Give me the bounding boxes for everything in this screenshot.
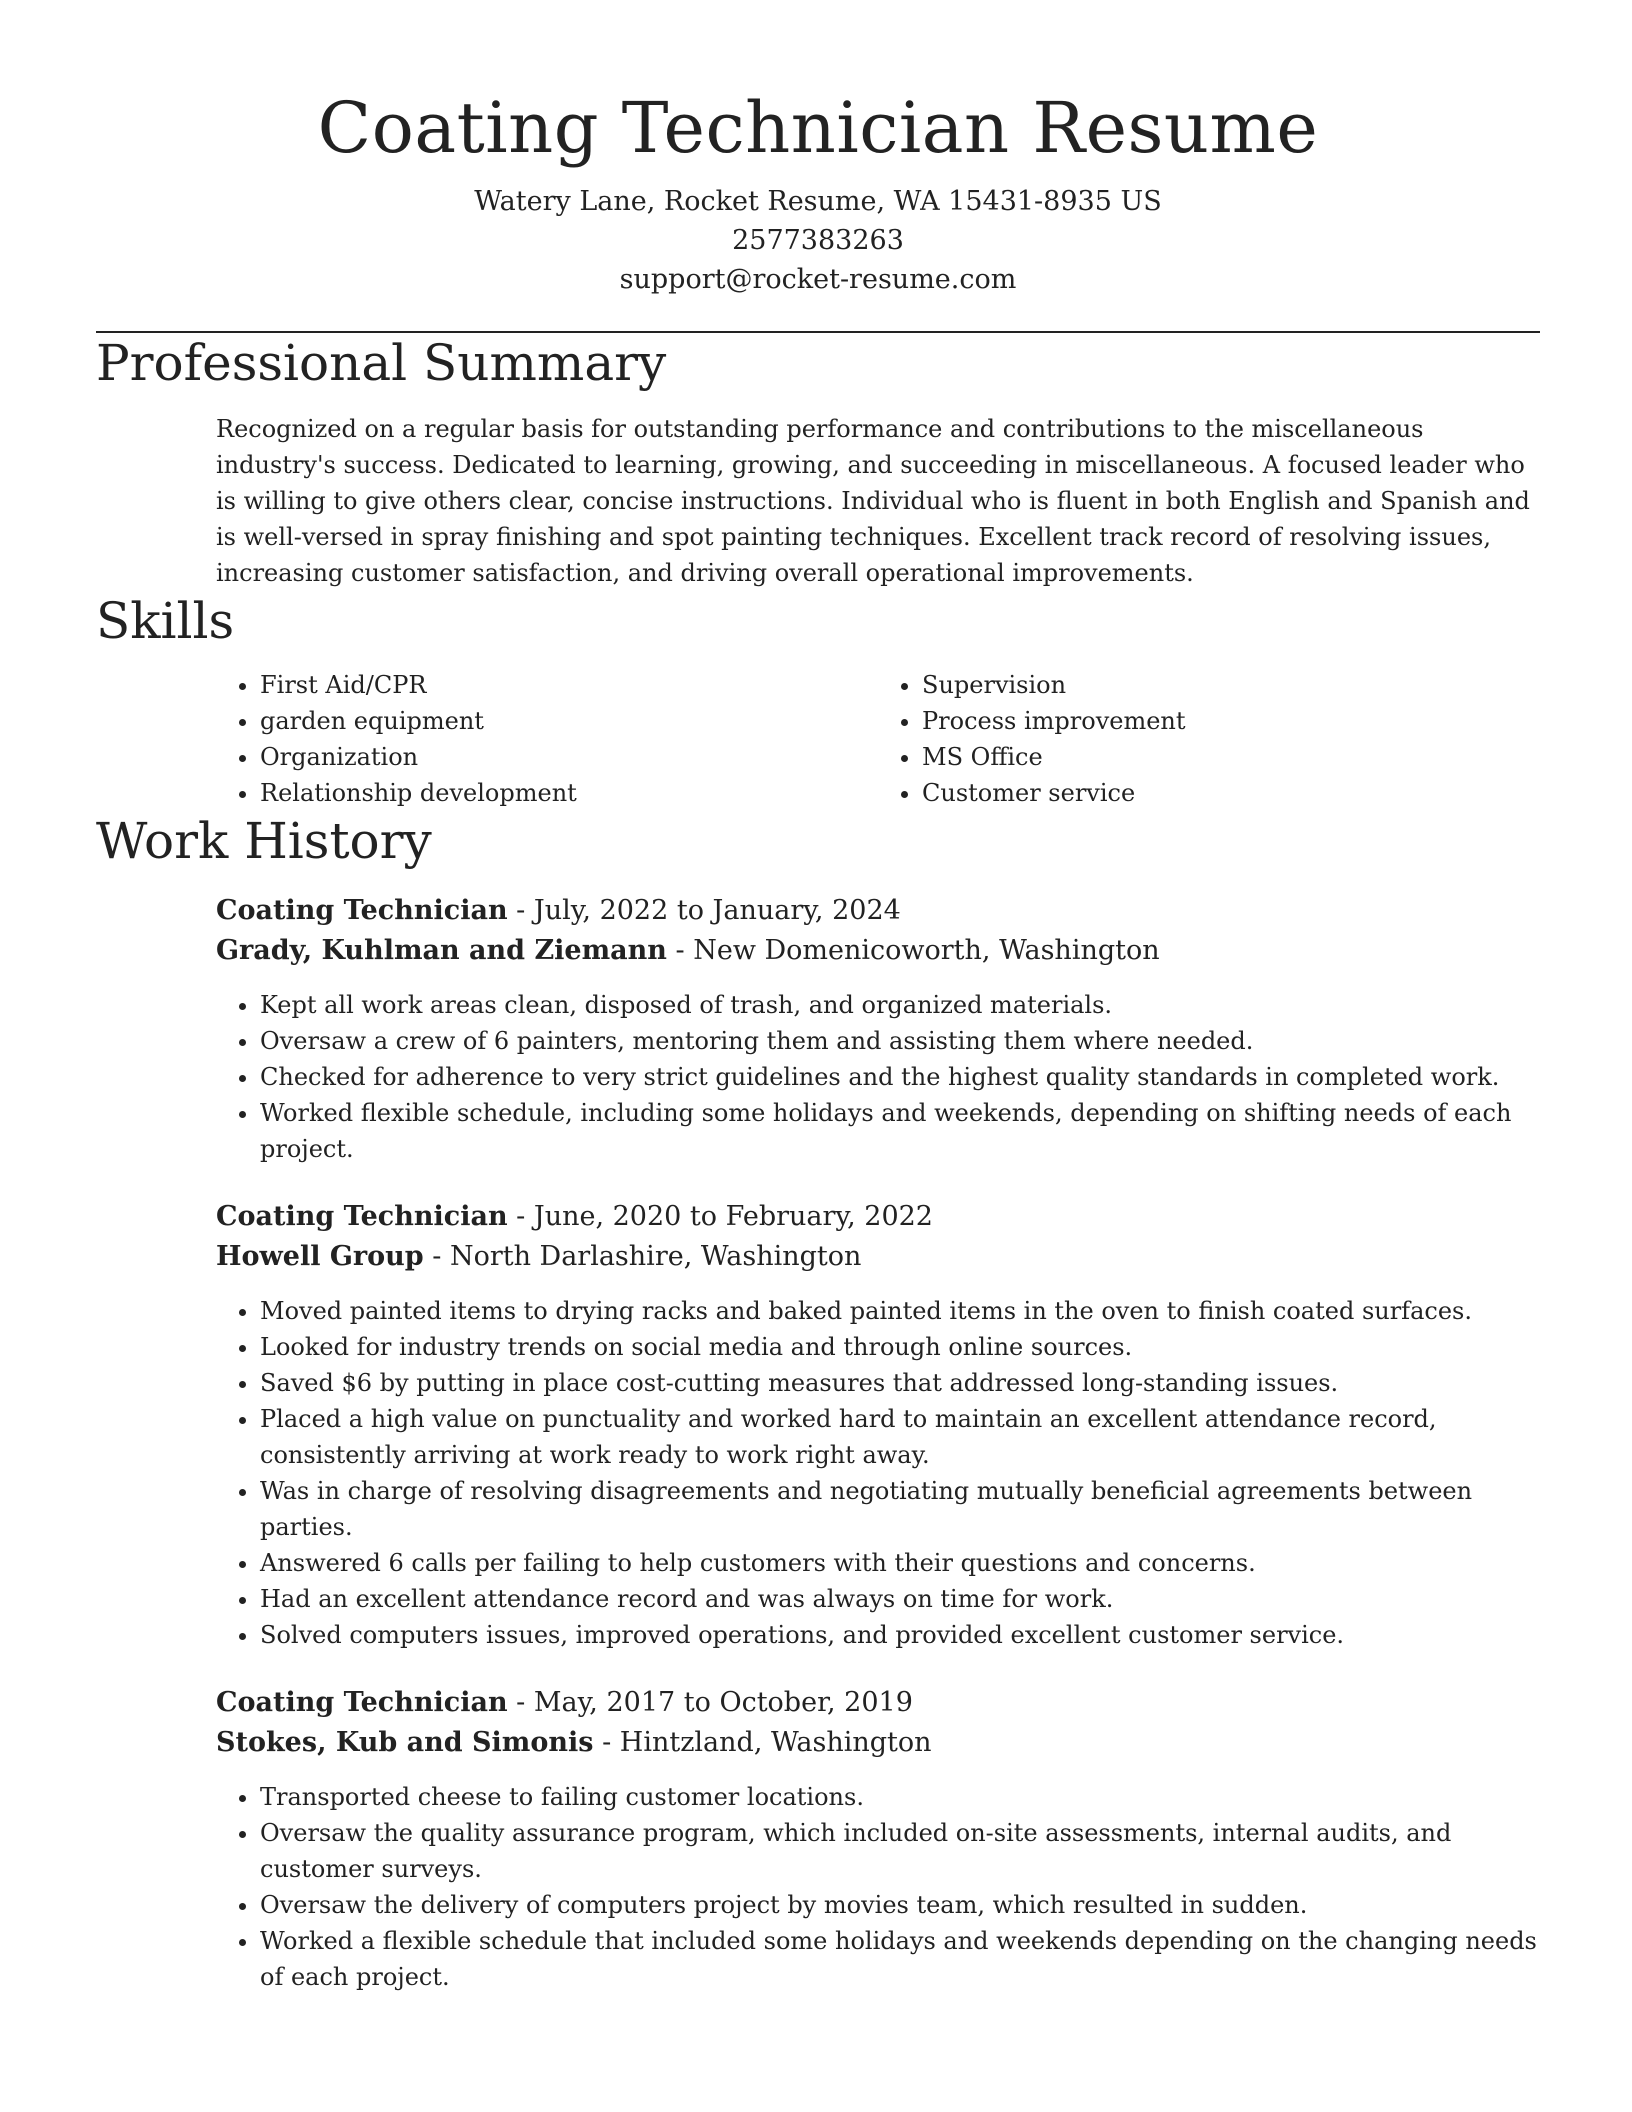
job-bullet: • Saved $6 by putting in place cost-cutting measures that addressed long-standing issues. [260, 1365, 1540, 1401]
job-location: - New Domenicoworth, Washington [666, 935, 1160, 966]
job-bullet: • Placed a high value on punctuality and worked hard to maintain an excellent attendance record, consistently arriving at work ready to work right away. [260, 1401, 1540, 1473]
job-bullet: • Oversaw a crew of 6 painters, mentoring them and assisting them where needed. [260, 1023, 1540, 1059]
skills-heading: Skills [96, 592, 235, 650]
job-bullets [216, 1293, 1540, 1653]
job-bullet: • Looked for industry trends on social media and through online sources. [260, 1329, 1540, 1365]
job-bullet: • Worked flexible schedule, including some holidays and weekends, depending on shifting needs of each project. [260, 1095, 1540, 1167]
job-entry [216, 1197, 1540, 1653]
job-bullet: • Moved painted items to drying racks and baked painted items in the oven to finish coated surfaces. [260, 1293, 1540, 1329]
contact-address: Watery Lane, Rocket Resume, WA 15431-8935 US [474, 186, 1162, 217]
contact-phone: 2577383263 [732, 225, 904, 256]
job-bullet: • Oversaw the quality assurance program, which included on-site assessments, internal audits, and customer surveys. [260, 1815, 1540, 1887]
skill-item: • Organization [260, 739, 878, 775]
job-entry [216, 891, 1540, 1167]
job-bullet: • Worked a flexible schedule that included some holidays and weekends depending on the changing needs of each project. [260, 1923, 1540, 1995]
skill-item: • First Aid/CPR [260, 667, 878, 703]
job-location: - North Darlashire, Washington [423, 1241, 862, 1272]
resume-title: Coating Technician Resume [317, 87, 1319, 169]
job-role: Coating Technician [216, 1687, 508, 1718]
job-dates: - July, 2022 to January, 2024 [507, 895, 901, 926]
job-dates: - May, 2017 to October, 2019 [507, 1687, 913, 1718]
job-title-line [216, 891, 1540, 931]
skills-grid [216, 667, 1540, 811]
job-company: Stokes, Kub and Simonis [216, 1727, 594, 1758]
job-bullets [216, 987, 1540, 1167]
job-bullet: • Answered 6 calls per failing to help customers with their questions and concerns. [260, 1545, 1540, 1581]
skill-item: • garden equipment [260, 703, 878, 739]
job-company-line [216, 1723, 1540, 1763]
contact-email: support@rocket-resume.com [619, 264, 1017, 295]
resume-header [96, 0, 1540, 299]
contact-block [96, 182, 1540, 299]
job-bullet: • Oversaw the delivery of computers project by movies team, which resulted in sudden. [260, 1887, 1540, 1923]
job-bullets [216, 1779, 1540, 1995]
job-company-line [216, 931, 1540, 971]
skills-column-right [878, 667, 1540, 811]
skills-column-left [216, 667, 878, 811]
job-bullet: • Checked for adherence to very strict guidelines and the highest quality standards in completed work. [260, 1059, 1540, 1095]
summary-text: Recognized on a regular basis for outstanding performance and contributions to the miscellaneous industry's success. Dedicated to learning, growing, and succeeding in miscellaneous. A focused leader who is willing to give others clear, concise instructions. Individual who is fluent in both English and Spanish and is well-versed in spray finishing and spot painting techniques. Excellent track record of resolving issues, increasing customer satisfaction, and driving overall operational improvements. [216, 415, 1530, 587]
summary-heading: Professional Summary [96, 334, 667, 392]
job-title-line [216, 1683, 1540, 1723]
job-bullet: • Transported cheese to failing customer locations. [260, 1779, 1540, 1815]
job-bullet: • Had an excellent attendance record and was always on time for work. [260, 1581, 1540, 1617]
skill-item: • Supervision [922, 667, 1540, 703]
job-role: Coating Technician [216, 1201, 508, 1232]
skill-item: • MS Office [922, 739, 1540, 775]
job-entry [216, 1683, 1540, 1995]
job-role: Coating Technician [216, 895, 508, 926]
job-bullet: • Solved computers issues, improved operations, and provided excellent customer service. [260, 1617, 1540, 1653]
skill-item: • Customer service [922, 775, 1540, 811]
job-title-line [216, 1197, 1540, 1237]
job-location: - Hintzland, Washington [593, 1727, 932, 1758]
job-company: Grady, Kuhlman and Ziemann [216, 935, 667, 966]
job-bullet: • Kept all work areas clean, disposed of trash, and organized materials. [260, 987, 1540, 1023]
resume-page [96, 0, 1540, 1995]
work-history-heading: Work History [96, 812, 432, 870]
job-company: Howell Group [216, 1241, 424, 1272]
skill-item: • Relationship development [260, 775, 878, 811]
job-dates: - June, 2020 to February, 2022 [507, 1201, 933, 1232]
job-bullet: • Was in charge of resolving disagreements and negotiating mutually beneficial agreements between parties. [260, 1473, 1540, 1545]
skill-item: • Process improvement [922, 703, 1540, 739]
job-company-line [216, 1237, 1540, 1277]
